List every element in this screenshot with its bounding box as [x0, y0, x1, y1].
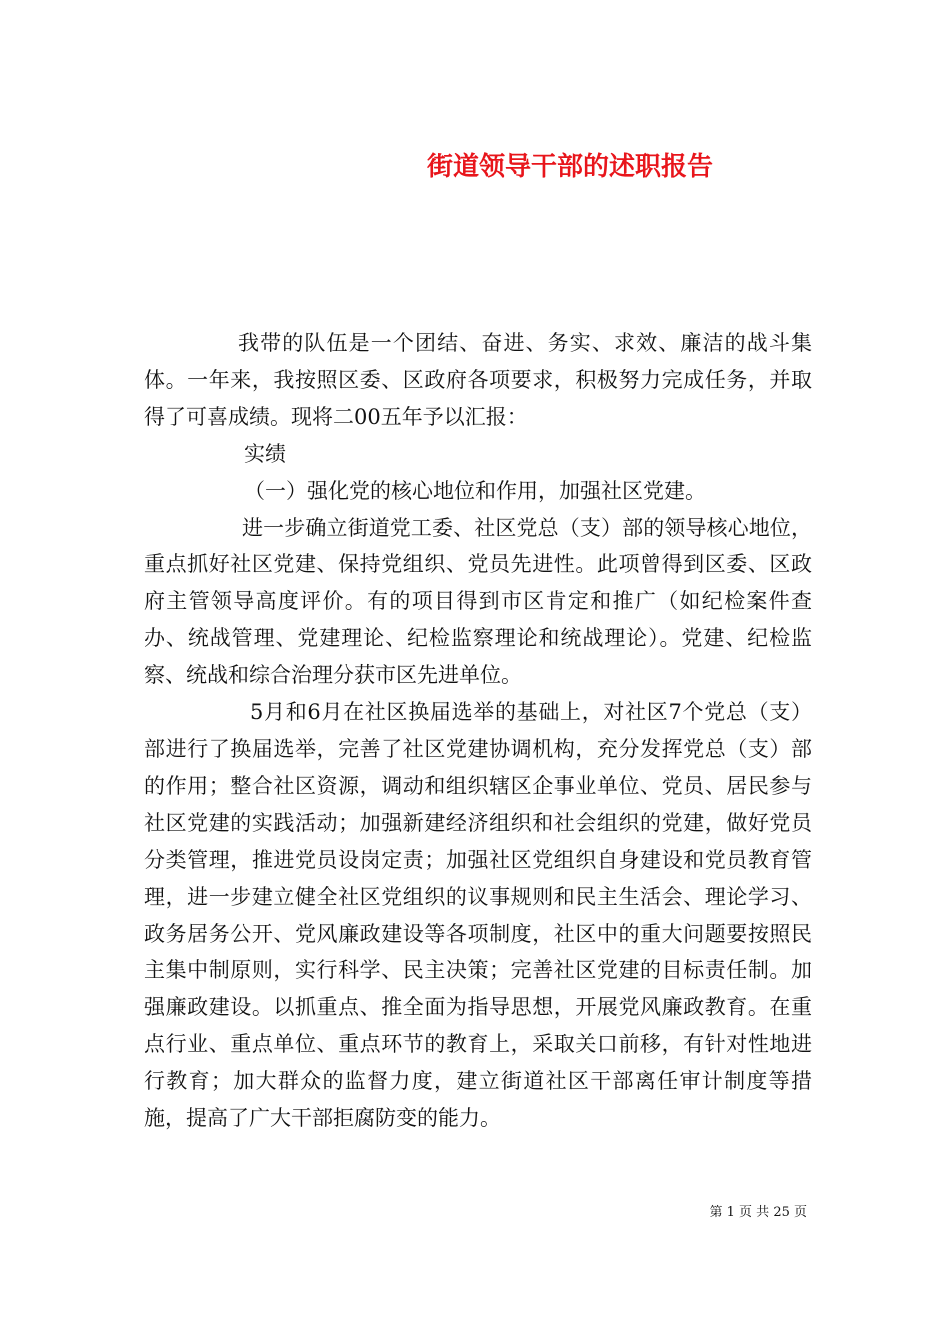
paragraph-party-core: 进一步确立街道党工委、社区党总（支）部的领导核心地位，重点抓好社区党建、保持党组织、党员先进性。此项曾得到区委、区政府主管领导高度评价。有的项目得到市区肯定和推广（如纪检案件查办、统战管理、党建理论、纪检监察理论和统战理论）。党建、纪检监察、统战和综合治理分获市区先进单位。	[144, 515, 812, 688]
document-title: 街道领导干部的述职报告	[426, 152, 713, 183]
document-body	[144, 325, 812, 1137]
paragraph-intro: 我带的队伍是一个团结、奋进、务实、求效、廉洁的战斗集体。一年来，我按照区委、区政府各项要求，积极努力完成任务，并取得了可喜成绩。现将二00五年予以汇报：	[144, 331, 812, 429]
section-heading: 实绩	[244, 441, 286, 466]
subsection-heading: （一）强化党的核心地位和作用，加强社区党建。	[244, 478, 706, 503]
paragraph-election: 5月和6月在社区换届选举的基础上，对社区7个党总（支）部进行了换届选举，完善了社区党建协调机构，充分发挥党总（支）部的作用；整合社区资源，调动和组织辖区企事业单位、党员、居民参与社区党建的实践活动；加强新建经济组织和社会组织的党建，做好党员分类管理，推进党员设岗定责；加强社区党组织自身建设和党员教育管理，进一步建立健全社区党组织的议事规则和民主生活会、理论学习、政务居务公开、党风廉政建设等各项制度，社区中的重大问题要按照民主集中制原则，实行科学、民主决策；完善社区党建的目标责任制。加强廉政建设。以抓重点、推全面为指导思想，开展党风廉政教育。在重点行业、重点单位、重点环节的教育上，采取关口前移，有针对性地进行教育；加大群众的监督力度，建立街道社区干部离任审计制度等措施，提高了广大干部拒腐防变的能力。	[144, 700, 812, 1131]
page-footer: 第 1 页 共 25 页	[709, 1205, 807, 1220]
